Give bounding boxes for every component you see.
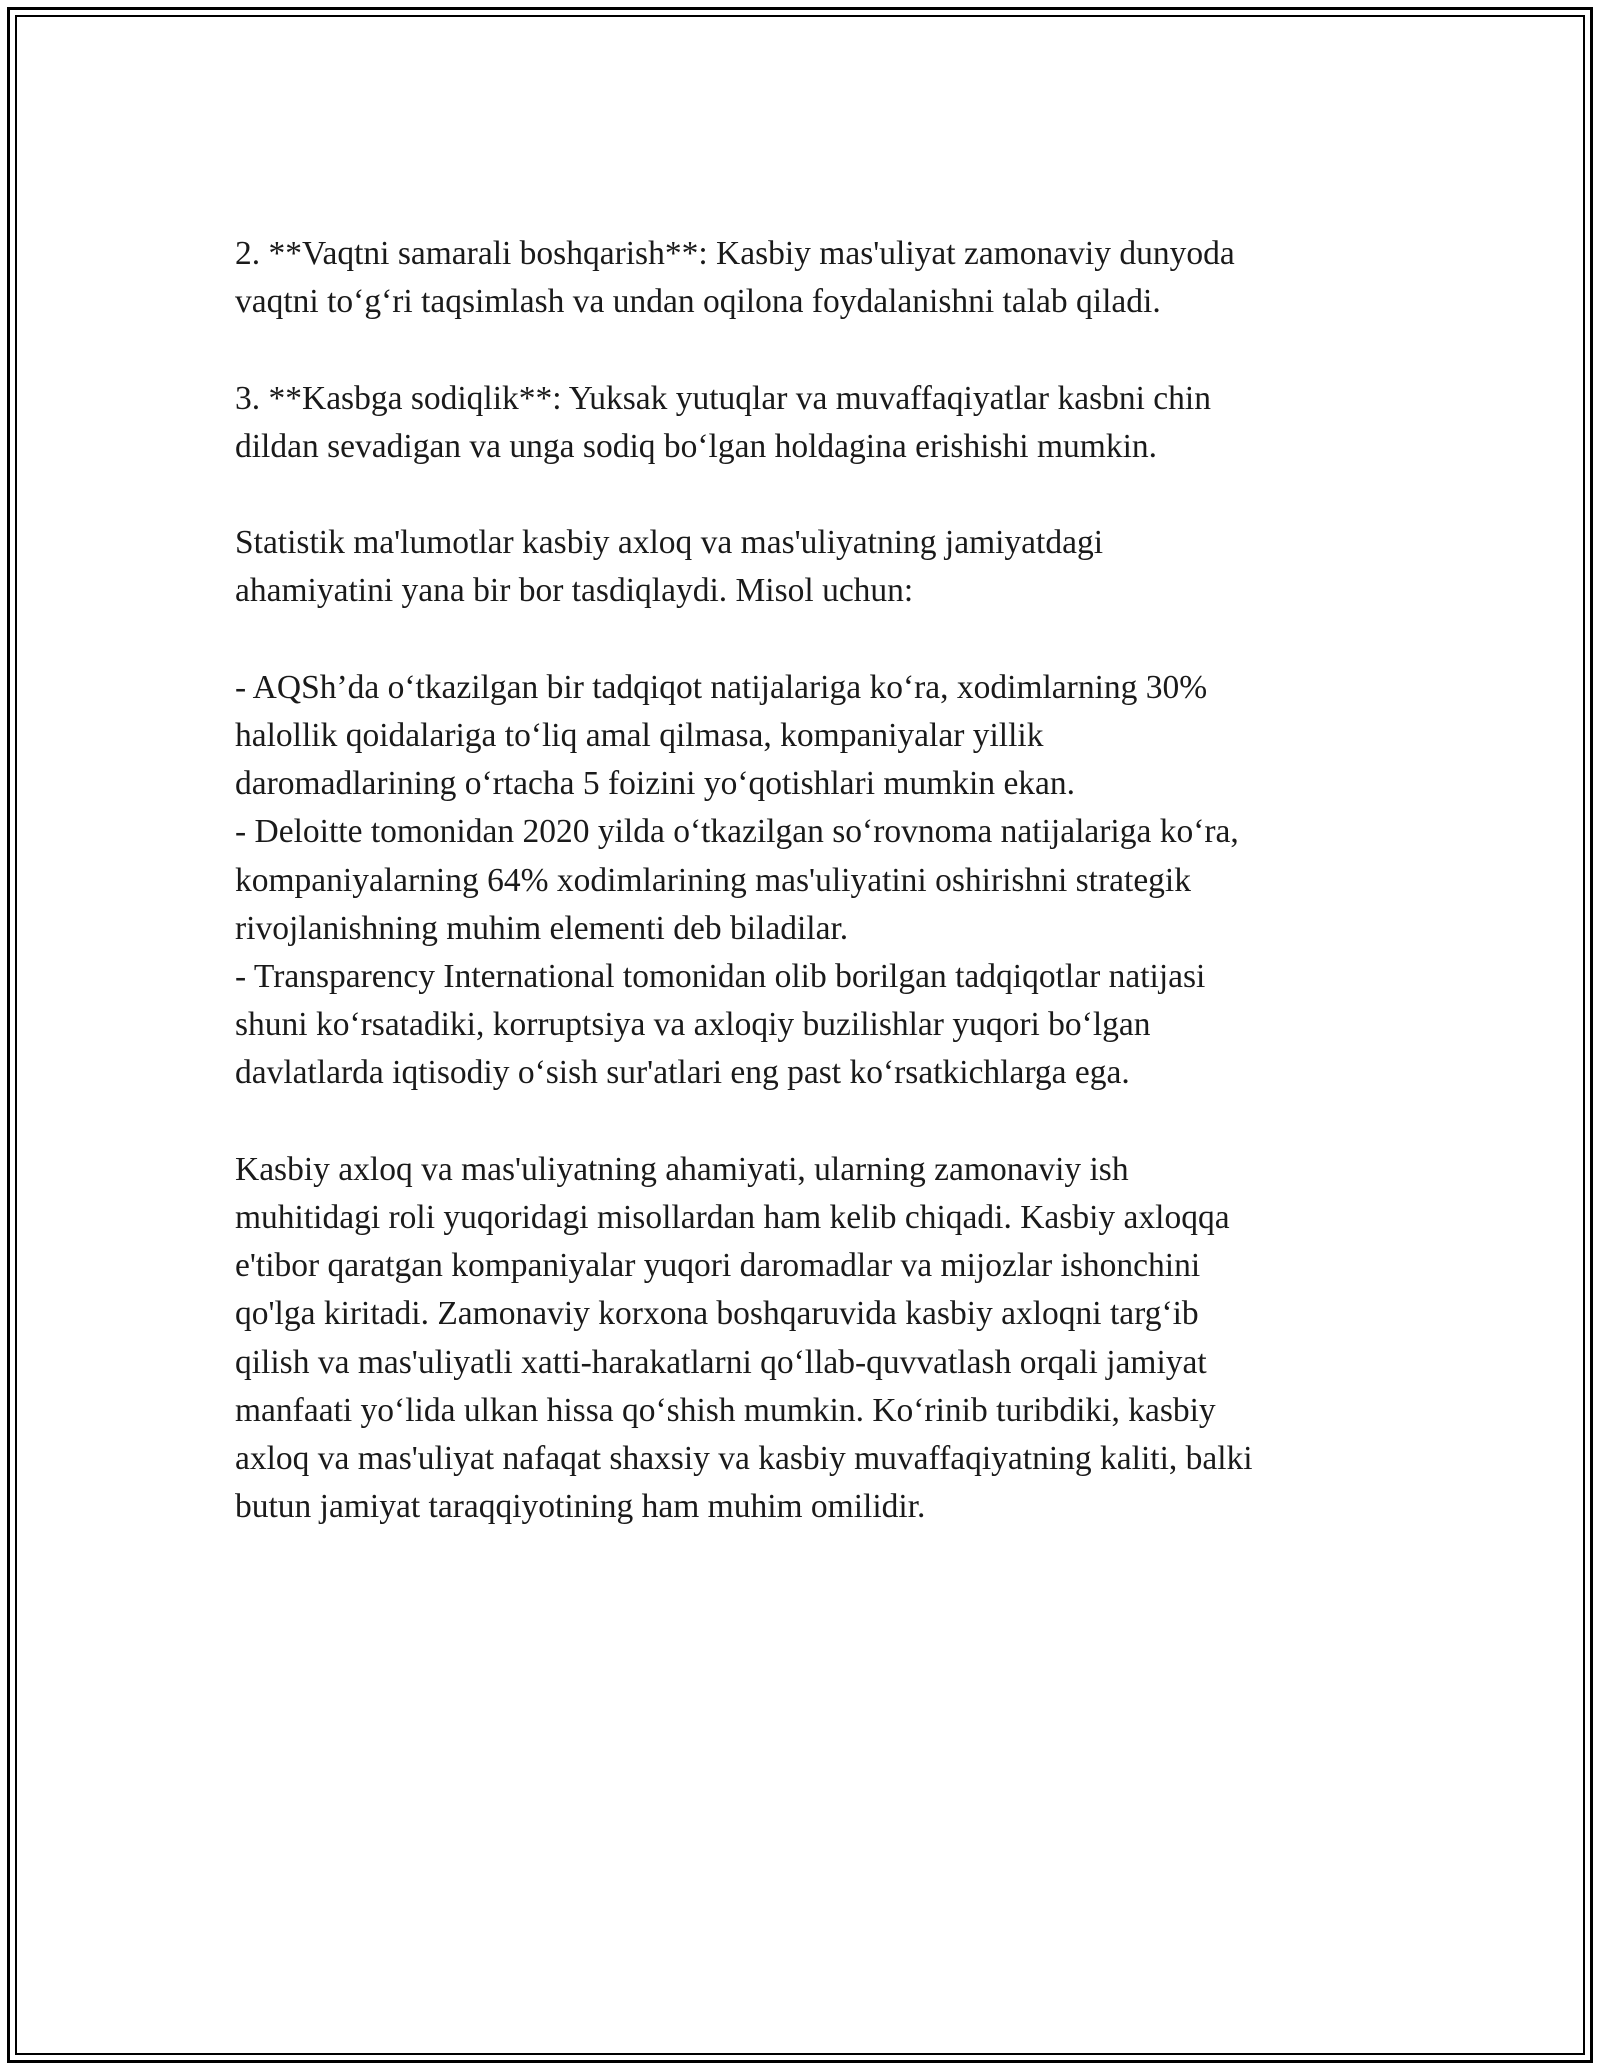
list-item-line: kompaniyalarning 64% xodimlarining mas'uliyatini oshirishni strategik <box>235 861 1191 899</box>
text-line: dildan sevadigan va unga sodiq bo‘lgan holdagina erishishi mumkin. <box>235 427 1158 465</box>
text-line: ahamiyatini yana bir bor tasdiqlaydi. Misol uchun: <box>235 572 914 610</box>
document-body <box>235 230 1365 1580</box>
text-line: qilish va mas'uliyatli xatti-harakatlarni qo‘llab-quvvatlash orqali jamiyat <box>235 1343 1207 1381</box>
text-line: Statistik ma'lumotlar kasbiy axloq va mas'uliyatning jamiyatdagi <box>235 524 1104 562</box>
list-item-line: shuni ko‘rsatadiki, korruptsiya va axloqiy buzilishlar yuqori bo‘lgan <box>235 1006 1151 1044</box>
text-line: vaqtni to‘g‘ri taqsimlash va undan oqilona foydalanishni talab qiladi. <box>235 283 1161 321</box>
list-item-line: - Transparency International tomonidan olib borilgan tadqiqotlar natijasi <box>235 958 1206 995</box>
text-line: 2. **Vaqtni samarali boshqarish**: Kasbiy mas'uliyat zamonaviy dunyoda <box>235 235 1235 272</box>
paragraph-point-3 <box>235 375 1365 471</box>
list-item-line: davlatlarda iqtisodiy o‘sish sur'atlari eng past ko‘rsatkichlarga ega. <box>235 1054 1130 1092</box>
text-line: 3. **Kasbga sodiqlik**: Yuksak yutuqlar va muvaffaqiyatlar kasbni chin <box>235 379 1211 417</box>
paragraph-statistics-intro <box>235 519 1365 615</box>
text-line: axloq va mas'uliyat nafaqat shaxsiy va kasbiy muvaffaqiyatning kaliti, balki <box>235 1440 1253 1478</box>
text-line: butun jamiyat taraqqiyotining ham muhim omilidir. <box>235 1488 926 1526</box>
list-item-line: rivojlanishning muhim elementi deb biladilar. <box>235 909 849 947</box>
text-line: qo'lga kiritadi. Zamonaviy korxona boshqaruvida kasbiy axloqni targ‘ib <box>235 1295 1199 1333</box>
list-item-line: - AQSh’da o‘tkazilgan bir tadqiqot natijalariga ko‘ra, xodimlarning 30% <box>235 668 1208 706</box>
text-line: Kasbiy axloq va mas'uliyatning ahamiyati, ularning zamonaviy ish <box>235 1150 1129 1188</box>
paragraph-point-2 <box>235 230 1365 326</box>
paragraph-statistics-list <box>235 664 1365 1098</box>
list-item-line: halollik qoidalariga to‘liq amal qilmasa, kompaniyalar yillik <box>235 716 1044 754</box>
paragraph-conclusion <box>235 1146 1365 1532</box>
list-item-line: daromadlarining o‘rtacha 5 foizini yo‘qotishlari mumkin ekan. <box>235 765 1076 803</box>
text-line: manfaati yo‘lida ulkan hissa qo‘shish mumkin. Ko‘rinib turibdiki, kasbiy <box>235 1391 1216 1429</box>
text-line: muhitidagi roli yuqoridagi misollardan ham kelib chiqadi. Kasbiy axloqqa <box>235 1199 1230 1236</box>
text-line: e'tibor qaratgan kompaniyalar yuqori daromadlar va mijozlar ishonchini <box>235 1247 1201 1285</box>
list-item-line: - Deloitte tomonidan 2020 yilda o‘tkazilgan so‘rovnoma natijalariga ko‘ra, <box>235 813 1239 851</box>
